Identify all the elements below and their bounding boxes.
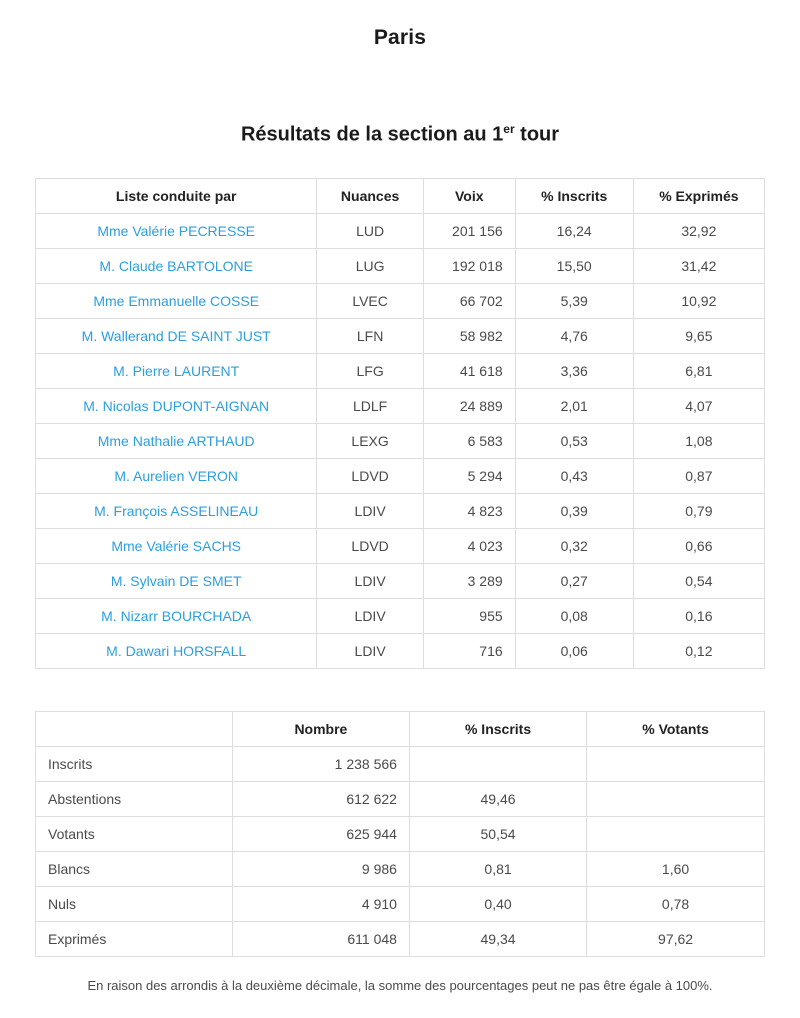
nombre-cell: 1 238 566 [232,746,409,781]
pct-inscrits-cell: 0,06 [515,633,633,668]
pct-inscrits-cell: 0,40 [409,886,586,921]
pct-exprimes-cell: 4,07 [633,388,764,423]
pct-inscrits-cell: 0,39 [515,493,633,528]
header-voix: Voix [423,178,515,213]
pct-inscrits-cell: 50,54 [409,816,586,851]
table-row [36,528,765,563]
section-title-suffix: tour [514,123,560,146]
table-row [36,458,765,493]
pct-inscrits-cell: 4,76 [515,318,633,353]
pct-inscrits-cell: 5,39 [515,283,633,318]
pct-inscrits-cell: 0,53 [515,423,633,458]
candidate-link[interactable]: M. Pierre LAURENT [113,362,240,379]
nuance-cell: LFG [317,353,423,388]
candidate-name-cell [36,318,317,353]
pct-exprimes-cell: 32,92 [633,213,764,248]
nuance-cell: LDVD [317,528,423,563]
header-pct-exprimes: % Exprimés [633,178,764,213]
table-row [36,886,765,921]
pct-votants-cell [587,746,765,781]
results-header-row [36,178,765,213]
candidate-link[interactable]: M. Aurelien VERON [114,467,239,484]
pct-exprimes-cell: 1,08 [633,423,764,458]
pct-exprimes-cell: 31,42 [633,248,764,283]
voix-cell: 5 294 [423,458,515,493]
pct-exprimes-cell: 0,66 [633,528,764,563]
candidate-link[interactable]: M. Nicolas DUPONT-AIGNAN [83,397,270,414]
header-empty [36,711,233,746]
nuance-cell: LDIV [317,493,423,528]
nombre-cell: 611 048 [232,921,409,956]
row-label: Exprimés [36,921,233,956]
row-label: Abstentions [36,781,233,816]
table-row [36,423,765,458]
voix-cell: 66 702 [423,283,515,318]
pct-exprimes-cell: 10,92 [633,283,764,318]
pct-inscrits-cell: 0,27 [515,563,633,598]
section-title [0,122,800,147]
voix-cell: 6 583 [423,423,515,458]
voix-cell: 4 023 [423,528,515,563]
nuance-cell: LFN [317,318,423,353]
nombre-cell: 625 944 [232,816,409,851]
nuance-cell: LDVD [317,458,423,493]
pct-inscrits-cell: 0,81 [409,851,586,886]
candidate-name-cell [36,633,317,668]
pct-inscrits-cell: 0,43 [515,458,633,493]
candidate-name-cell [36,248,317,283]
nuance-cell: LDIV [317,563,423,598]
table-row [36,633,765,668]
pct-exprimes-cell: 0,12 [633,633,764,668]
candidate-link[interactable]: Mme Valérie SACHS [111,537,242,554]
candidate-link[interactable]: M. Dawari HORSFALL [106,642,247,659]
candidate-link[interactable]: M. Nizarr BOURCHADA [101,607,252,624]
candidate-name-cell [36,353,317,388]
header-nuances: Nuances [317,178,423,213]
table-row [36,851,765,886]
participation-header-row [36,711,765,746]
header-nombre: Nombre [232,711,409,746]
pct-votants-cell [587,781,765,816]
candidate-link[interactable]: Mme Emmanuelle COSSE [93,292,260,309]
pct-inscrits-cell: 0,08 [515,598,633,633]
row-label: Nuls [36,886,233,921]
voix-cell: 201 156 [423,213,515,248]
section-title-superscript: er [503,122,515,136]
table-row [36,388,765,423]
candidate-name-cell [36,458,317,493]
voix-cell: 4 823 [423,493,515,528]
pct-exprimes-cell: 0,87 [633,458,764,493]
table-row [36,921,765,956]
candidate-link[interactable]: M. François ASSELINEAU [94,502,259,519]
pct-exprimes-cell: 6,81 [633,353,764,388]
table-row [36,781,765,816]
pct-inscrits-cell: 16,24 [515,213,633,248]
participation-table [35,711,765,957]
nuance-cell: LVEC [317,283,423,318]
row-label: Votants [36,816,233,851]
pct-inscrits-cell: 3,36 [515,353,633,388]
header-pct-inscrits: % Inscrits [409,711,586,746]
pct-votants-cell: 97,62 [587,921,765,956]
voix-cell: 716 [423,633,515,668]
pct-exprimes-cell: 0,16 [633,598,764,633]
voix-cell: 41 618 [423,353,515,388]
voix-cell: 24 889 [423,388,515,423]
table-row [36,563,765,598]
candidate-link[interactable]: M. Wallerand DE SAINT JUST [81,327,271,344]
page-title: Paris [373,26,427,49]
pct-exprimes-cell: 9,65 [633,318,764,353]
candidate-name-cell [36,423,317,458]
candidate-link[interactable]: Mme Nathalie ARTHAUD [97,432,255,449]
nuance-cell: LDIV [317,598,423,633]
candidate-name-cell [36,598,317,633]
table-row [36,746,765,781]
candidate-name-cell [36,388,317,423]
nuance-cell: LUG [317,248,423,283]
pct-votants-cell: 1,60 [587,851,765,886]
candidate-name-cell [36,493,317,528]
nuance-cell: LDIV [317,633,423,668]
nuance-cell: LEXG [317,423,423,458]
pct-inscrits-cell: 49,46 [409,781,586,816]
candidate-link[interactable]: M. Claude BARTOLONE [99,257,253,274]
candidate-link[interactable]: Mme Valérie PECRESSE [97,222,256,239]
table-row [36,248,765,283]
pct-inscrits-cell: 49,34 [409,921,586,956]
voix-cell: 955 [423,598,515,633]
pct-votants-cell: 0,78 [587,886,765,921]
pct-inscrits-cell: 2,01 [515,388,633,423]
results-table [35,178,765,669]
candidate-name-cell [36,283,317,318]
pct-inscrits-cell: 0,32 [515,528,633,563]
table-row [36,493,765,528]
candidate-name-cell [36,528,317,563]
nombre-cell: 4 910 [232,886,409,921]
voix-cell: 3 289 [423,563,515,598]
pct-inscrits-cell: 15,50 [515,248,633,283]
table-row [36,816,765,851]
table-row [36,283,765,318]
pct-votants-cell [587,816,765,851]
table-row [36,318,765,353]
table-row [36,353,765,388]
table-row [36,213,765,248]
nuance-cell: LUD [317,213,423,248]
candidate-link[interactable]: M. Sylvain DE SMET [110,572,242,589]
nuance-cell: LDLF [317,388,423,423]
header-liste-conduite-par: Liste conduite par [36,178,317,213]
pct-exprimes-cell: 0,79 [633,493,764,528]
table-row [36,598,765,633]
nombre-cell: 9 986 [232,851,409,886]
voix-cell: 58 982 [423,318,515,353]
candidate-name-cell [36,563,317,598]
pct-exprimes-cell: 0,54 [633,563,764,598]
header-pct-inscrits: % Inscrits [515,178,633,213]
voix-cell: 192 018 [423,248,515,283]
rounding-footnote: En raison des arrondis à la deuxième décimale, la somme des pourcentages peut ne pas être égale à 100%. [87,977,713,993]
row-label: Blancs [36,851,233,886]
row-label: Inscrits [36,746,233,781]
candidate-name-cell [36,213,317,248]
header-pct-votants: % Votants [587,711,765,746]
pct-inscrits-cell [409,746,586,781]
nombre-cell: 612 622 [232,781,409,816]
section-title-prefix: Résultats de la section au 1 [240,123,504,146]
